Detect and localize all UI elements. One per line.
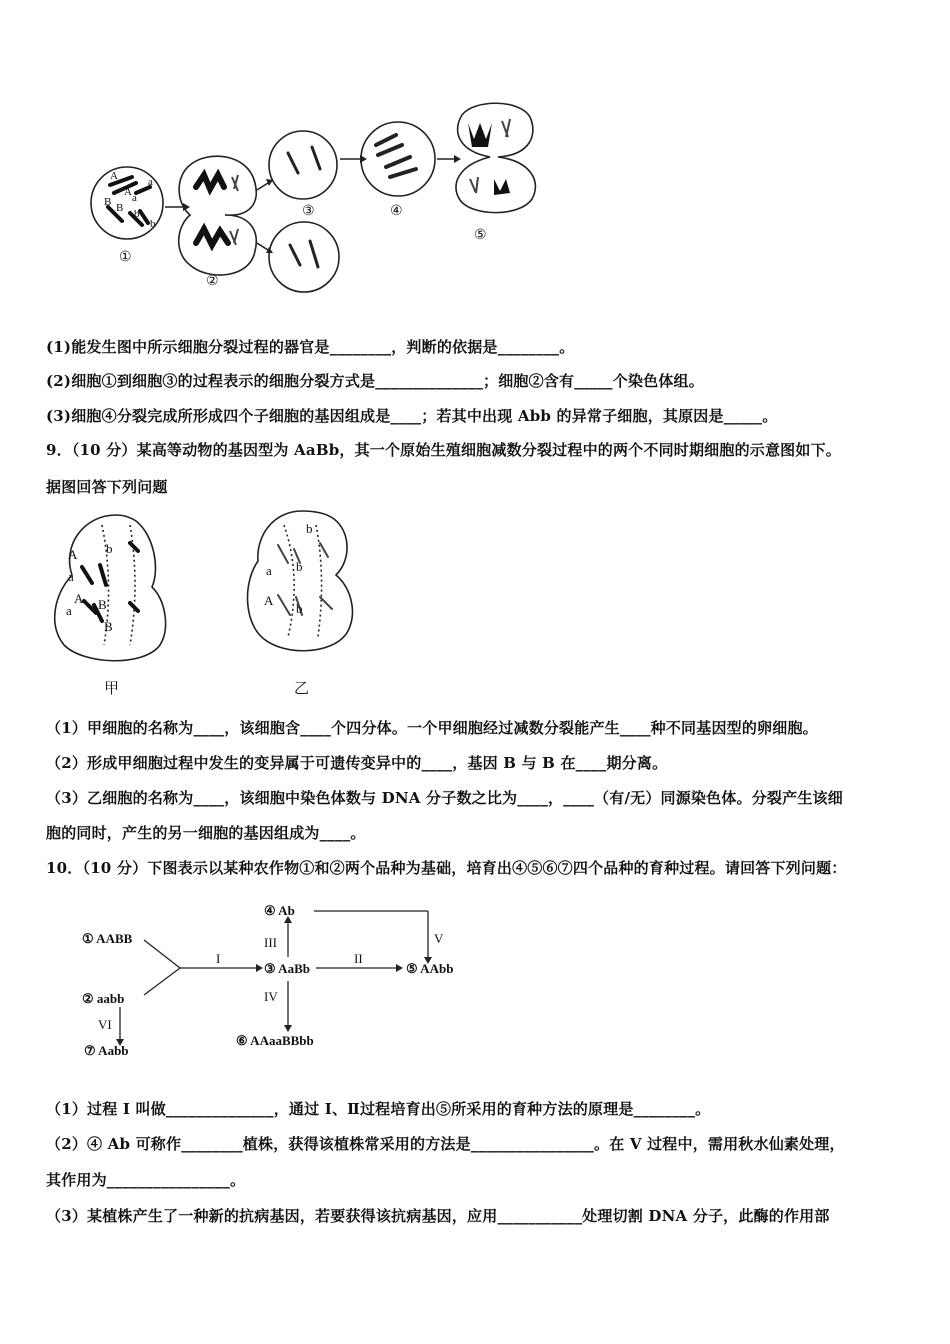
q10-line-4: （3）某植株产生了一种新的抗病基因，若要获得该抗病基因，应用___________处理切割 DNA 分子，此酶的作用部 xyxy=(46,1207,830,1225)
yi-gene-b-2: b xyxy=(296,559,303,574)
cell-3-sibling xyxy=(269,222,339,292)
meiosis-figure xyxy=(90,95,550,300)
cell-5 xyxy=(456,103,535,212)
q9-line-3: （3）乙细胞的名称为____，该细胞中染色体数与 DNA 分子数之比为____，____（有/无）同源染色体。分裂产生该细 xyxy=(46,789,843,807)
q9-line-2: （2）形成甲细胞过程中发生的变异属于可遗传变异中的____，基因 B 与 B 在____期分离。 xyxy=(46,754,668,772)
jia-gene-A-2: A xyxy=(74,591,84,606)
svg-text:A: A xyxy=(110,170,118,182)
yi-gene-a: a xyxy=(266,563,272,578)
node-6: ⑥ AAaaBBbb xyxy=(236,1033,314,1048)
jia-gene-B-2: B xyxy=(104,619,113,634)
q9-title: 9．（10 分）某高等动物的基因型为 AaBb，其一个原始生殖细胞减数分裂过程中的两个不同时期细胞的示意图如下。 xyxy=(46,441,841,459)
process-IV: IV xyxy=(264,989,278,1004)
node-7: ⑦ Aabb xyxy=(84,1043,129,1058)
jia-gene-a-2: a xyxy=(66,603,72,618)
q10-line-2: （2）④ Ab 可称作________植株，获得该植株常采用的方法是________________。在 V 过程中，需用秋水仙素处理， xyxy=(46,1135,845,1153)
label-jia: 甲 xyxy=(104,681,120,697)
cell-jia xyxy=(55,515,166,661)
q10-title: 10．（10 分）下图表示以某种农作物①和②两个品种为基础，培育出④⑤⑥⑦四个品种的育种过程。请回答下列问题： xyxy=(46,859,847,877)
cell-yi xyxy=(248,511,353,651)
q8-line-3: (3)细胞④分裂完成所形成四个子细胞的基因组成是____；若其中出现 Abb 的异常子细胞，其原因是_____。 xyxy=(46,407,778,425)
q10-line-3: 其作用为________________。 xyxy=(46,1171,246,1189)
label-cell-3: ③ xyxy=(302,204,315,219)
svg-text:a: a xyxy=(148,176,153,188)
label-cell-1: ① xyxy=(119,250,132,265)
cell-4 xyxy=(361,122,435,196)
label-cell-2: ② xyxy=(206,274,219,289)
jia-gene-a-1: a xyxy=(68,569,74,584)
node-3: ③ AaBb xyxy=(264,961,310,976)
process-V: V xyxy=(434,931,444,946)
svg-text:B: B xyxy=(116,202,124,214)
node-1: ① AABB xyxy=(82,931,133,946)
cell-3 xyxy=(269,131,337,199)
node-4: ④ Ab xyxy=(264,903,295,918)
process-I: I xyxy=(216,951,221,966)
q8-line-1: (1)能发生图中所示细胞分裂过程的器官是________，判断的依据是________。 xyxy=(46,338,575,356)
label-cell-5: ⑤ xyxy=(474,228,487,243)
q9-line-1: （1）甲细胞的名称为____，该细胞含____个四分体。一个甲细胞经过减数分裂能产生____种不同基因型的卵细胞。 xyxy=(46,719,818,737)
q8-line-2: (2)细胞①到细胞③的过程表示的细胞分裂方式是______________；细胞②含有_____个染色体组。 xyxy=(46,372,704,390)
node-5: ⑤ AAbb xyxy=(406,961,454,976)
yi-gene-b-3: b xyxy=(296,601,303,616)
label-cell-4: ④ xyxy=(390,204,403,219)
jia-gene-b: b xyxy=(106,541,113,556)
meiosis-cells-jia-yi xyxy=(44,505,374,700)
svg-text:a: a xyxy=(132,192,137,204)
process-III: III xyxy=(264,935,277,950)
yi-gene-A: A xyxy=(264,593,274,608)
svg-text:b: b xyxy=(150,218,156,230)
q9-title-2: 据图回答下列问题 xyxy=(46,478,168,496)
svg-text:B: B xyxy=(104,196,112,208)
q9-line-4: 胞的同时，产生的另一细胞的基因组成为____。 xyxy=(46,824,366,842)
node-2: ② aabb xyxy=(82,991,125,1006)
jia-gene-A-1: A xyxy=(68,547,78,562)
process-II: II xyxy=(354,951,363,966)
q10-line-1: （1）过程 I 叫做______________，通过 I、Ⅱ过程培育出⑤所采用的育种方法的原理是________。 xyxy=(46,1100,711,1118)
yi-gene-b-1: b xyxy=(306,521,313,536)
breeding-diagram xyxy=(78,895,478,1065)
jia-gene-B-1: B xyxy=(98,597,107,612)
process-VI: VI xyxy=(98,1017,112,1032)
label-yi: 乙 xyxy=(294,681,310,697)
svg-text:b: b xyxy=(134,208,140,220)
svg-text:A: A xyxy=(124,186,132,198)
